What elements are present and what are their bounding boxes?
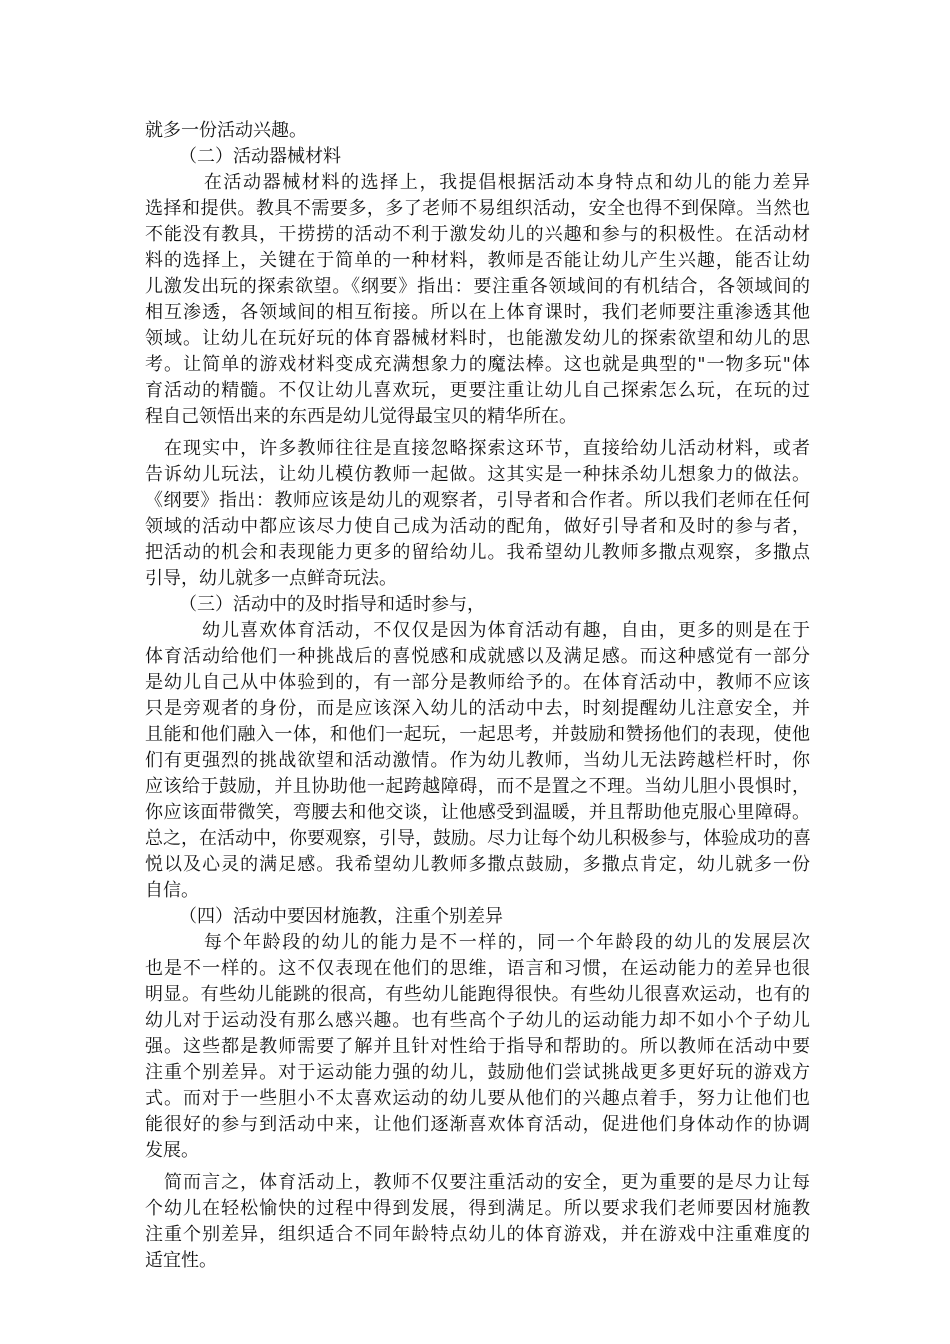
text-line: 应该给于鼓励，并且协助他一起跨越障碍，而不是置之不理。当幼儿胆小畏惧时， [145,776,810,797]
text-line: 是幼儿自己从中体验到的，有一部分是教师给予的。在体育活动中，教师不应该 [145,672,810,693]
text-line: 能很好的参与到活动中来，让他们逐渐喜欢体育活动，促进他们身体动作的协调 [145,1114,810,1135]
text-line: 《纲要》指出：教师应该是幼儿的观察者，引导者和合作者。所以我们老师在任何 [145,490,810,511]
text-line: 注重个别差异。对于运动能力强的幼儿，鼓励他们尝试挑战更多更好玩的游戏方 [145,1062,810,1083]
text-line: 选择和提供。教具不需要多，多了老师不易组织活动，安全也得不到保障。当然也 [145,198,810,219]
text-line: 明显。有些幼儿能跳的很高，有些幼儿能跑得很快。有些幼儿很喜欢运动，也有的 [145,984,810,1005]
text-line: 发展。 [145,1140,199,1161]
text-line: 在现实中，许多教师往往是直接忽略探索这环节，直接给幼儿活动材料，或者 [145,438,810,459]
text-line: 个幼儿在轻松愉快的过程中得到发展，得到满足。所以要求我们老师要因材施教 [145,1198,810,1219]
text-line: 每个年龄段的幼儿的能力是不一样的，同一个年龄段的幼儿的发展层次 [145,932,810,953]
text-line: 相互渗透，各领域间的相互衔接。所以在上体育课时，我们老师要注重渗透其他 [145,302,810,323]
text-line: 强。这些都是教师需要了解并且针对性给于指导和帮助的。所以教师在活动中要 [145,1036,810,1057]
section-heading: （二）活动器械材料 [179,146,341,167]
text-line: 考。让简单的游戏材料变成充满想象力的魔法棒。这也就是典型的"一物多玩"体 [145,354,810,375]
section-heading: （三）活动中的及时指导和适时参与， [179,594,485,615]
text-line: 自信。 [145,880,199,901]
text-line: 只是旁观者的身份，而是应该深入幼儿的活动中去，时刻提醒幼儿注意安全，并 [145,698,810,719]
text-line: 程自己领悟出来的东西是幼儿觉得最宝贝的精华所在。 [145,406,577,427]
text-line: 幼儿喜欢体育活动，不仅仅是因为体育活动有趣，自由，更多的则是在于 [145,620,810,641]
text-line: 领域。让幼儿在玩好玩的体育器械材料时，也能激发幼儿的探索欲望和幼儿的思 [145,328,810,349]
text-line: 告诉幼儿玩法，让幼儿模仿教师一起做。这其实是一种抹杀幼儿想象力的做法。 [145,464,810,485]
text-line: 不能没有教具，干捞捞的活动不利于激发幼儿的兴趣和参与的积极性。在活动材 [145,224,810,245]
text-line: 领域的活动中都应该尽力使自己成为活动的配角，做好引导者和及时的参与者， [145,516,810,537]
text-line: 总之，在活动中，你要观察，引导，鼓励。尽力让每个幼儿积极参与，体验成功的喜 [145,828,811,849]
text-line: 在活动器械材料的选择上，我提倡根据活动本身特点和幼儿的能力差异 [145,172,810,193]
text-line: 就多一份活动兴趣。 [145,120,307,141]
text-line: 简而言之，体育活动上，教师不仅要注重活动的安全，更为重要的是尽力让每 [145,1172,810,1193]
section-heading: （四）活动中要因材施教，注重个别差异 [179,906,503,927]
text-line: 引导，幼儿就多一点鲜奇玩法。 [145,568,397,589]
text-line: 体育活动给他们一种挑战后的喜悦感和成就感以及满足感。而这种感觉有一部分 [145,646,810,667]
text-line: 儿激发出玩的探索欲望。《纲要》指出：要注重各领域间的有机结合，各领域间的 [145,276,810,297]
text-line: 适宜性。 [145,1250,217,1271]
text-line: 悦以及心灵的满足感。我希望幼儿教师多撒点鼓励，多撒点肯定，幼儿就多一份 [145,854,810,875]
text-line: 们有更强烈的挑战欲望和活动激情。作为幼儿教师，当幼儿无法跨越栏杆时，你 [145,750,810,771]
text-line: 把活动的机会和表现能力更多的留给幼儿。我希望幼儿教师多撒点观察，多撒点 [145,542,810,563]
text-line: 式。而对于一些胆小不太喜欢运动的幼儿要从他们的兴趣点着手，努力让他们也 [145,1088,810,1109]
text-line: 注重个别差异，组织适合不同年龄特点幼儿的体育游戏，并在游戏中注重难度的 [145,1224,810,1245]
text-line: 你应该面带微笑，弯腰去和他交谈，让他感受到温暖，并且帮助他克服心里障碍。 [145,802,810,823]
text-line: 也是不一样的。这不仅表现在他们的思维，语言和习惯，在运动能力的差异也很 [145,958,810,979]
text-line: 且能和他们融入一体，和他们一起玩，一起思考，并鼓励和赞扬他们的表现，使他 [145,724,810,745]
text-line: 料的选择上，关键在于简单的一种材料，教师是否能让幼儿产生兴趣，能否让幼 [145,250,810,271]
document-body [145,118,810,1274]
text-line: 育活动的精髓。不仅让幼儿喜欢玩，更要注重让幼儿自己探索怎么玩，在玩的过 [145,380,810,401]
text-line: 幼儿对于运动没有那么感兴趣。也有些高个子幼儿的运动能力却不如小个子幼儿 [145,1010,810,1031]
